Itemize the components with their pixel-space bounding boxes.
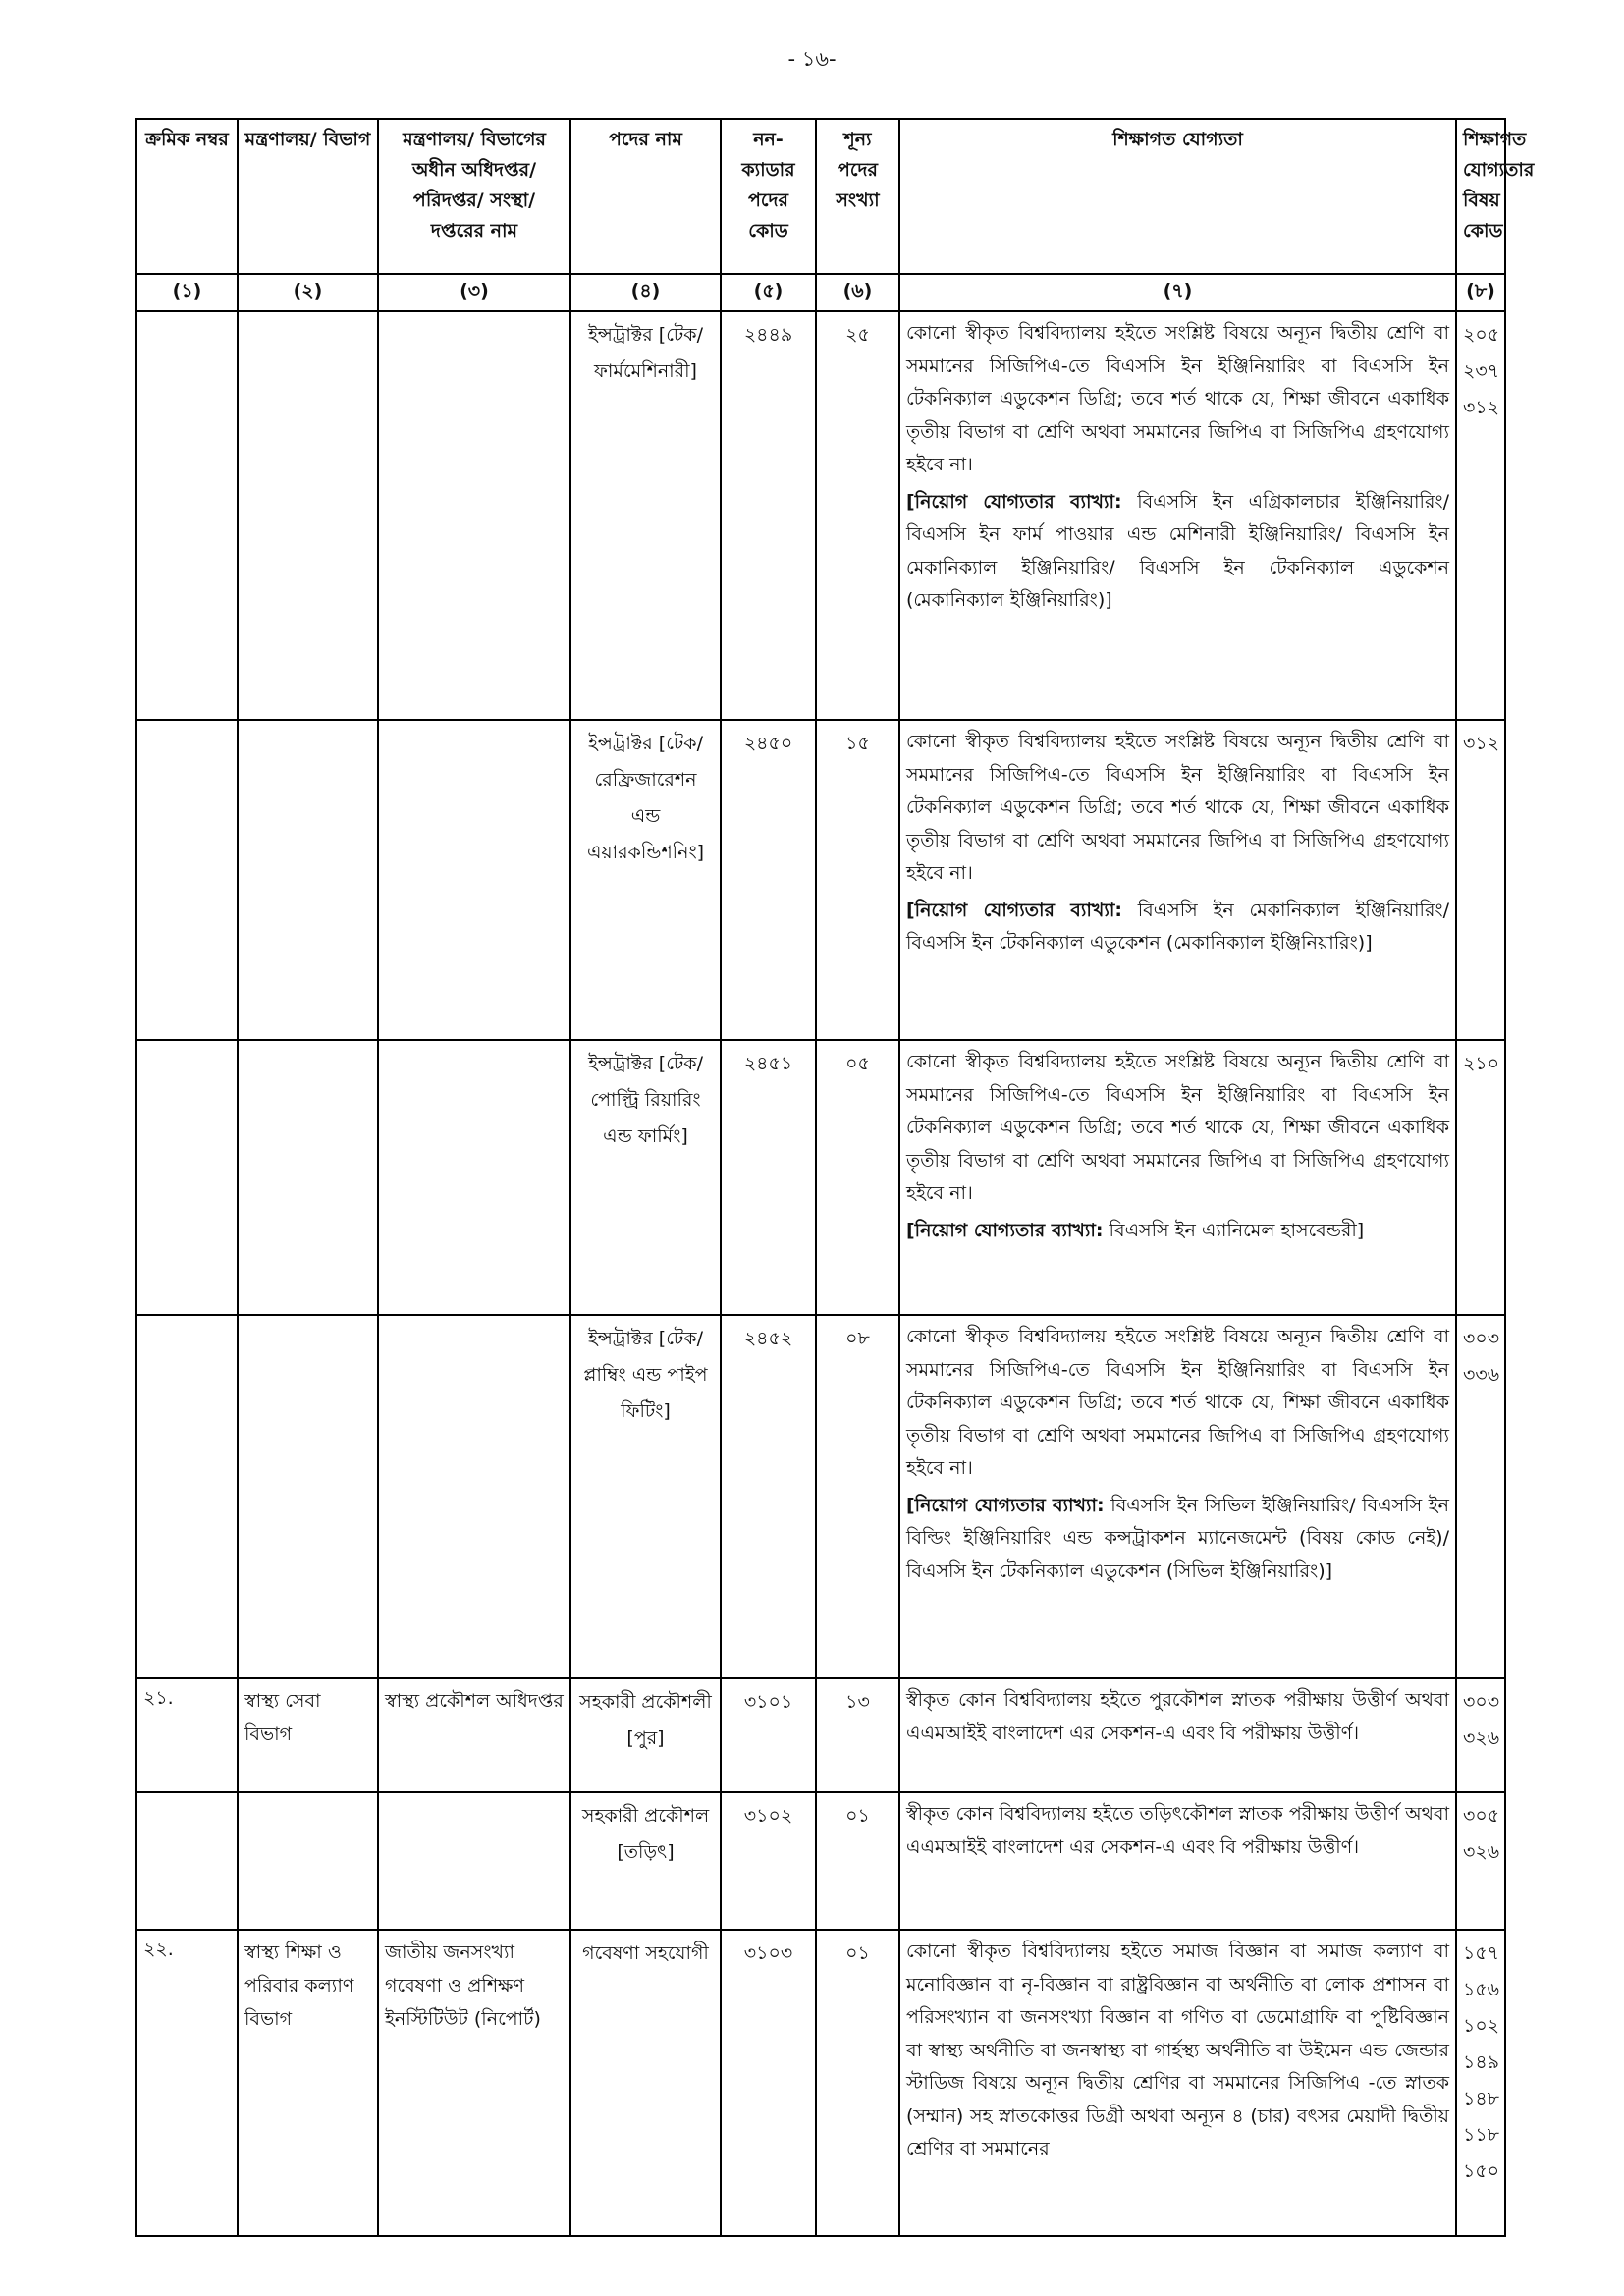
ministry-cell: স্বাস্থ্য শিক্ষা ও পরিবার কল্যাণ বিভাগ bbox=[238, 1930, 378, 2236]
subject-code: ১০২ bbox=[1463, 2015, 1500, 2037]
header-ministry: মন্ত্রণালয়/ বিভাগ bbox=[238, 119, 378, 274]
post-code-cell: ২৪৫১ bbox=[721, 1040, 816, 1315]
subject-code-cell bbox=[1456, 1040, 1505, 1315]
agency-cell bbox=[378, 720, 570, 1040]
agency-cell bbox=[378, 1040, 570, 1315]
ministry-cell: স্বাস্থ্য সেবা বিভাগ bbox=[238, 1678, 378, 1792]
post-code-cell: ৩১০৩ bbox=[721, 1930, 816, 2236]
table-row bbox=[136, 1678, 1505, 1792]
qualification-text: কোনো স্বীকৃত বিশ্ববিদ্যালয় হইতে সংশ্লিষ্ট বিষয়ে অন্যূন দ্বিতীয় শ্রেণি বা সমমানের সিজিপিএ-তে বিএসসি ইন ইঞ্জিনিয়ারিং বা বিএসসি ইন টেকনিক্যাল এডুকেশন ডিগ্রি; তবে শর্ত থাকে যে, শিক্ষা জীবনে একাধিক তৃতীয় বিভাগ বা শ্রেণি অথবা সমমানের জিপিএ বা সিজিপিএ গ্রহণযোগ্য হইবে না। bbox=[906, 731, 1449, 884]
subject-code: ৩০৩ bbox=[1463, 1691, 1500, 1713]
column-number: (৭) bbox=[899, 274, 1456, 311]
explanation-text: বিএসসি ইন এগ্রিকালচার ইঞ্জিনিয়ারিং/ বিএসসি ইন ফার্ম পাওয়ার এন্ড মেশিনারী ইঞ্জিনিয়ারিং/ বিএসসি ইন মেকানিক্যাল ইঞ্জিনিয়ারিং/ বিএসসি ইন টেকনিক্যাল এডুকেশন (মেকানিক্যাল ইঞ্জিনিয়ারিং)] bbox=[906, 490, 1449, 611]
serial-cell: ২২. bbox=[136, 1930, 238, 2236]
explanation-label: [নিয়োগ যোগ্যতার ব্যাখ্যা: bbox=[906, 1494, 1105, 1516]
agency-cell: জাতীয় জনসংখ্যা গবেষণা ও প্রশিক্ষণ ইনস্টিটিউট (নিপোর্ট) bbox=[378, 1930, 570, 2236]
header-post: পদের নাম bbox=[570, 119, 721, 274]
column-number: (৪) bbox=[570, 274, 721, 311]
subject-code: ৩০৫ bbox=[1463, 1805, 1500, 1827]
subject-code: ১৪৯ bbox=[1463, 2051, 1499, 2073]
recruitment-table bbox=[135, 118, 1535, 2237]
subject-code-cell bbox=[1456, 311, 1505, 720]
ministry-cell bbox=[238, 1315, 378, 1678]
qualification-text: কোনো স্বীকৃত বিশ্ববিদ্যালয় হইতে সমাজ বিজ্ঞান বা সমাজ কল্যাণ বা মনোবিজ্ঞান বা নৃ-বিজ্ঞান বা রাষ্ট্রবিজ্ঞান বা অর্থনীতি বা লোক প্রশাসন বা পরিসংখ্যান বা জনসংখ্যা বিজ্ঞান বা গণিত বা ডেমোগ্রাফি বা পুষ্টিবিজ্ঞান বা স্বাস্থ্য অর্থনীতি বা জনস্বাস্থ্য বা গার্হস্থ্য অর্থনীতি বা উইমেন এন্ড জেন্ডার স্টাডিজ বিষয়ে অন্যূন দ্বিতীয় শ্রেণির বা সমমানের সিজিপিএ -তে স্নাতক (সম্মান) সহ স্নাতকোত্তর ডিগ্রী অথবা অন্যূন ৪ (চার) বৎসর মেয়াদী দ্বিতীয় শ্রেণির বা সমমানের bbox=[906, 1941, 1449, 2159]
post-name-cell: ইন্সট্রাক্টর [টেক/ ফার্মমেশিনারী] bbox=[570, 311, 721, 720]
agency-cell bbox=[378, 1792, 570, 1930]
serial-cell: ২১. bbox=[136, 1678, 238, 1792]
ministry-cell bbox=[238, 720, 378, 1040]
explanation-label: [নিয়োগ যোগ্যতার ব্যাখ্যা: bbox=[906, 490, 1122, 513]
subject-code: ৩২৬ bbox=[1463, 1841, 1500, 1863]
vacancy-cell: ০৮ bbox=[816, 1315, 899, 1678]
qualification-text: কোনো স্বীকৃত বিশ্ববিদ্যালয় হইতে সংশ্লিষ্ট বিষয়ে অন্যূন দ্বিতীয় শ্রেণি বা সমমানের সিজিপিএ-তে বিএসসি ইন ইঞ্জিনিয়ারিং বা বিএসসি ইন টেকনিক্যাল এডুকেশন ডিগ্রি; তবে শর্ত থাকে যে, শিক্ষা জীবনে একাধিক তৃতীয় বিভাগ বা শ্রেণি অথবা সমমানের জিপিএ বা সিজিপিএ গ্রহণযোগ্য হইবে না। bbox=[906, 322, 1449, 475]
table-row bbox=[136, 720, 1505, 1040]
subject-code: ৩০৩ bbox=[1463, 1328, 1500, 1349]
qualification-cell bbox=[899, 1678, 1456, 1792]
table-row bbox=[136, 1930, 1505, 2236]
qualification-explanation bbox=[906, 1215, 1449, 1248]
column-number: (৬) bbox=[816, 274, 899, 311]
subject-code: ২০৫ bbox=[1463, 324, 1500, 346]
subject-code: ৩১২ bbox=[1463, 733, 1500, 754]
post-name-cell: সহকারী প্রকৌশল [তড়িৎ] bbox=[570, 1792, 721, 1930]
explanation-text: বিএসসি ইন মেকানিক্যাল ইঞ্জিনিয়ারিং/ বিএসসি ইন টেকনিক্যাল এডুকেশন (মেকানিক্যাল ইঞ্জিনিয়ারিং)] bbox=[906, 899, 1450, 954]
table-row bbox=[136, 1040, 1505, 1315]
header-subject-code: শিক্ষাগত যোগ্যতার বিষয় কোড bbox=[1456, 119, 1505, 274]
header-serial: ক্রমিক নম্বর bbox=[136, 119, 238, 274]
table-row bbox=[136, 1792, 1505, 1930]
subject-code-cell bbox=[1456, 720, 1505, 1040]
qualification-cell bbox=[899, 1930, 1456, 2236]
subject-code: ১৫০ bbox=[1463, 2160, 1500, 2182]
post-code-cell: ২৪৫০ bbox=[721, 720, 816, 1040]
subject-code-cell bbox=[1456, 1930, 1505, 2236]
header-code: নন-ক্যাডার পদের কোড bbox=[721, 119, 816, 274]
subject-code: ১৫৭ bbox=[1463, 1942, 1500, 1964]
ministry-cell bbox=[238, 311, 378, 720]
post-name-cell: ইন্সট্রাক্টর [টেক/ রেফ্রিজারেশন এন্ড এয়ারকন্ডিশনিং] bbox=[570, 720, 721, 1040]
subject-code-cell bbox=[1456, 1315, 1505, 1678]
subject-code: ১৪৮ bbox=[1463, 2088, 1499, 2109]
vacancy-cell: ২৫ bbox=[816, 311, 899, 720]
serial-cell bbox=[136, 1315, 238, 1678]
qualification-explanation bbox=[906, 895, 1449, 960]
post-code-cell: ২৪৪৯ bbox=[721, 311, 816, 720]
subject-code-cell bbox=[1456, 1678, 1505, 1792]
page-number: - ১৬- bbox=[787, 47, 837, 71]
header-vacancy: শূন্য পদের সংখ্যা bbox=[816, 119, 899, 274]
post-name-cell: ইন্সট্রাক্টর [টেক/ পোল্ট্রি রিয়ারিং এন্ড ফার্মিং] bbox=[570, 1040, 721, 1315]
explanation-label: [নিয়োগ যোগ্যতার ব্যাখ্যা: bbox=[906, 1219, 1104, 1241]
table-row bbox=[136, 1315, 1505, 1678]
serial-cell bbox=[136, 1792, 238, 1930]
subject-code: ২৩৭ bbox=[1463, 360, 1500, 382]
header-agency: মন্ত্রণালয়/ বিভাগের অধীন অধিদপ্তর/ পরিদপ্তর/ সংস্থা/ দপ্তরের নাম bbox=[378, 119, 570, 274]
serial-cell bbox=[136, 311, 238, 720]
subject-code: ২১০ bbox=[1463, 1053, 1500, 1074]
post-code-cell: ৩১০১ bbox=[721, 1678, 816, 1792]
serial-cell bbox=[136, 1040, 238, 1315]
subject-code: ৩২৬ bbox=[1463, 1727, 1500, 1749]
subject-code: ১৫৬ bbox=[1463, 1979, 1500, 2000]
qualification-cell bbox=[899, 1040, 1456, 1315]
qualification-explanation bbox=[906, 486, 1449, 618]
qualification-cell bbox=[899, 311, 1456, 720]
qualification-cell bbox=[899, 1315, 1456, 1678]
ministry-cell bbox=[238, 1040, 378, 1315]
subject-code: ৩১২ bbox=[1463, 397, 1500, 418]
qualification-cell bbox=[899, 1792, 1456, 1930]
vacancy-cell: ০৫ bbox=[816, 1040, 899, 1315]
qualification-text: কোনো স্বীকৃত বিশ্ববিদ্যালয় হইতে সংশ্লিষ্ট বিষয়ে অন্যূন দ্বিতীয় শ্রেণি বা সমমানের সিজিপিএ-তে বিএসসি ইন ইঞ্জিনিয়ারিং বা বিএসসি ইন টেকনিক্যাল এডুকেশন ডিগ্রি; তবে শর্ত থাকে যে, শিক্ষা জীবনে একাধিক তৃতীয় বিভাগ বা শ্রেণি অথবা সমমানের জিপিএ বা সিজিপিএ গ্রহণযোগ্য হইবে না। bbox=[906, 1326, 1449, 1479]
explanation-text: বিএসসি ইন এ্যানিমেল হাসবেন্ডরী] bbox=[1103, 1219, 1365, 1241]
explanation-text: বিএসসি ইন সিভিল ইঞ্জিনিয়ারিং/ বিএসসি ইন বিল্ডিং ইঞ্জিনিয়ারিং এন্ড কন্সট্রাকশন ম্যানেজমেন্ট (বিষয় কোড নেই)/ বিএসসি ইন টেকনিক্যাল এডুকেশন (সিভিল ইঞ্জিনিয়ারিং)] bbox=[906, 1494, 1449, 1582]
agency-cell bbox=[378, 1315, 570, 1678]
vacancy-cell: ১৫ bbox=[816, 720, 899, 1040]
serial-cell bbox=[136, 720, 238, 1040]
post-name-cell: সহকারী প্রকৌশলী [পুর] bbox=[570, 1678, 721, 1792]
qualification-cell bbox=[899, 720, 1456, 1040]
post-name-cell: ইন্সট্রাক্টর [টেক/ প্লাম্বিং এন্ড পাইপ ফিটিং] bbox=[570, 1315, 721, 1678]
vacancy-cell: ০১ bbox=[816, 1930, 899, 2236]
header-qualification: শিক্ষাগত যোগ্যতা bbox=[899, 119, 1456, 274]
qualification-text: স্বীকৃত কোন বিশ্ববিদ্যালয় হইতে তড়িৎকৌশল স্নাতক পরীক্ষায় উত্তীর্ণ অথবা এএমআইই বাংলাদেশ এর সেকশন-এ এবং বি পরীক্ষায় উত্তীর্ণ। bbox=[906, 1803, 1449, 1858]
qualification-text: স্বীকৃত কোন বিশ্ববিদ্যালয় হইতে পুরকৌশল স্নাতক পরীক্ষায় উত্তীর্ণ অথবা এএমআইই বাংলাদেশ এর সেকশন-এ এবং বি পরীক্ষায় উত্তীর্ণ। bbox=[906, 1689, 1449, 1744]
vacancy-cell: ০১ bbox=[816, 1792, 899, 1930]
ministry-cell bbox=[238, 1792, 378, 1930]
qualification-text: কোনো স্বীকৃত বিশ্ববিদ্যালয় হইতে সংশ্লিষ্ট বিষয়ে অন্যূন দ্বিতীয় শ্রেণি বা সমমানের সিজিপিএ-তে বিএসসি ইন ইঞ্জিনিয়ারিং বা বিএসসি ইন টেকনিক্যাল এডুকেশন ডিগ্রি; তবে শর্ত থাকে যে, শিক্ষা জীবনে একাধিক তৃতীয় বিভাগ বা শ্রেণি অথবা সমমানের জিপিএ বা সিজিপিএ গ্রহণযোগ্য হইবে না। bbox=[906, 1051, 1449, 1204]
column-number-row bbox=[136, 274, 1505, 311]
post-name-cell: গবেষণা সহযোগী bbox=[570, 1930, 721, 2236]
agency-cell: স্বাস্থ্য প্রকৌশল অধিদপ্তর bbox=[378, 1678, 570, 1792]
header-row bbox=[136, 119, 1505, 274]
vacancy-cell: ১৩ bbox=[816, 1678, 899, 1792]
column-number: (৮) bbox=[1456, 274, 1505, 311]
qualification-explanation bbox=[906, 1490, 1449, 1589]
subject-code: ৩৩৬ bbox=[1463, 1364, 1500, 1386]
agency-cell bbox=[378, 311, 570, 720]
column-number: (২) bbox=[238, 274, 378, 311]
subject-code-cell bbox=[1456, 1792, 1505, 1930]
explanation-label: [নিয়োগ যোগ্যতার ব্যাখ্যা: bbox=[906, 899, 1122, 921]
subject-code: ১১৮ bbox=[1463, 2124, 1499, 2146]
column-number: (৫) bbox=[721, 274, 816, 311]
column-number: (৩) bbox=[378, 274, 570, 311]
table-row bbox=[136, 311, 1505, 720]
post-code-cell: ৩১০২ bbox=[721, 1792, 816, 1930]
column-number: (১) bbox=[136, 274, 238, 311]
post-code-cell: ২৪৫২ bbox=[721, 1315, 816, 1678]
